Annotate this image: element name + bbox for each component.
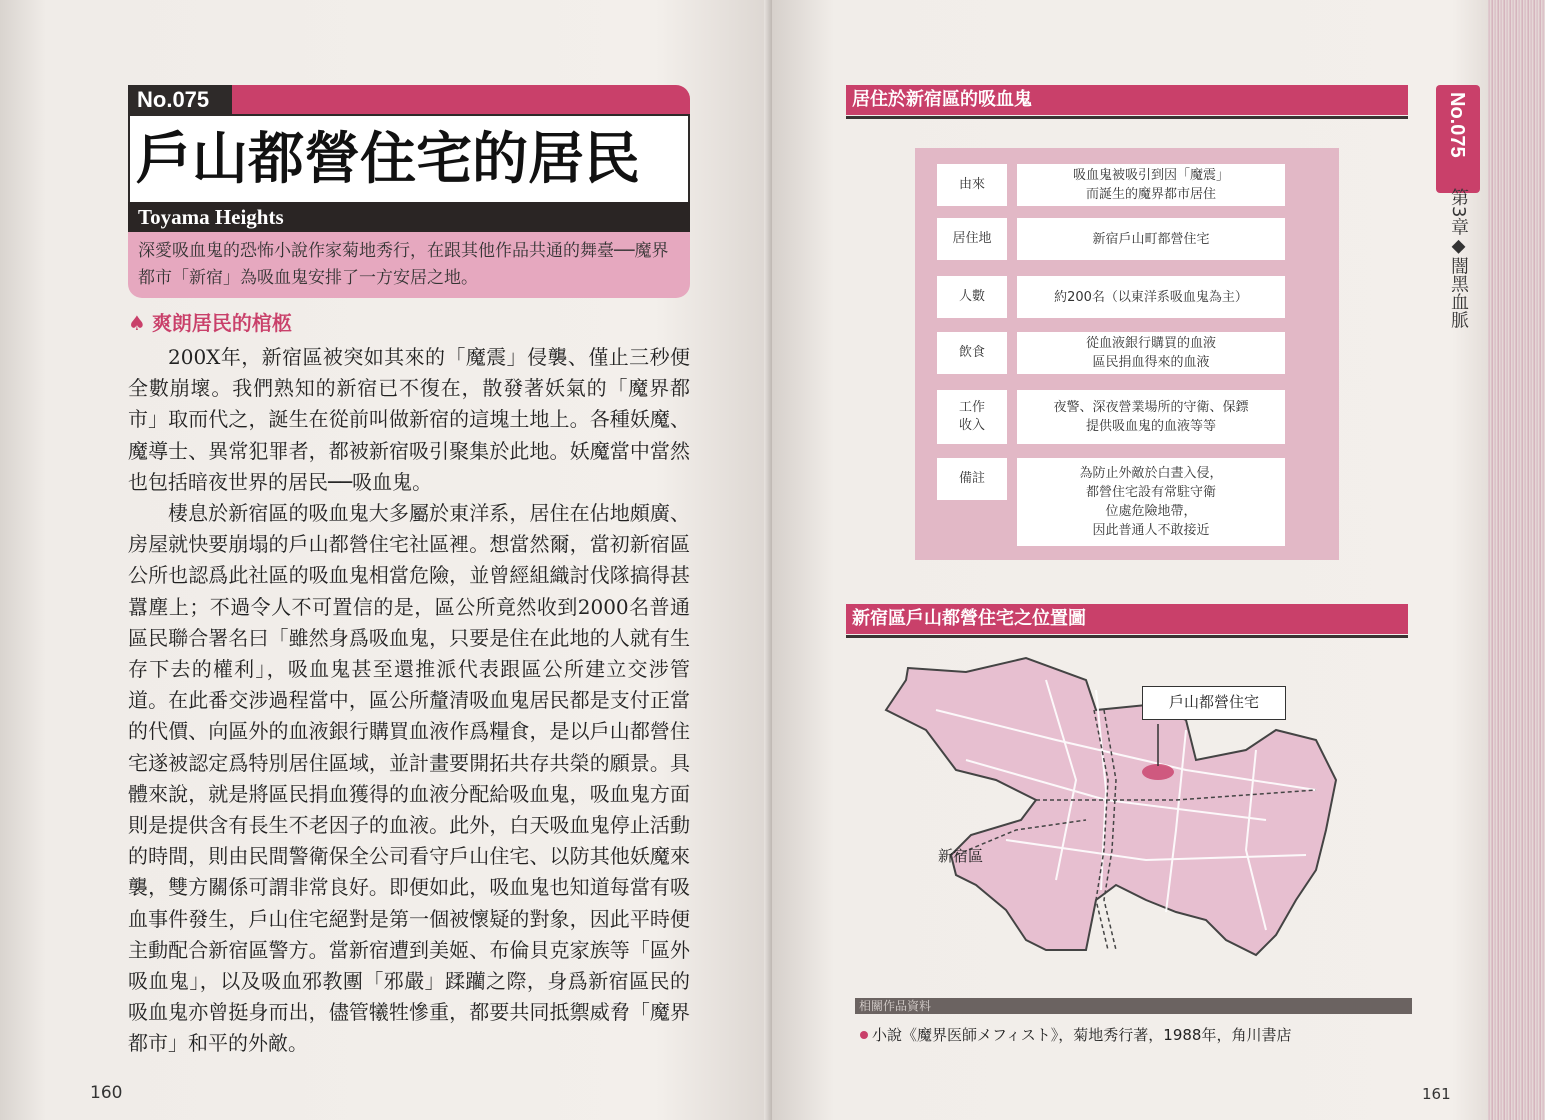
info-value: 從血液銀行購買的血液 區民捐血得來的血液 [1017, 332, 1285, 374]
info-row [937, 458, 1285, 546]
bullet-icon [860, 1031, 868, 1039]
source-text: 小說《魔界医師メフィスト》，菊地秀行著，1988年，角川書店 [872, 1026, 1292, 1044]
map-callout-label: 戶山都營住宅 [1142, 686, 1286, 720]
info-label: 居住地 [937, 218, 1007, 260]
info-row [937, 164, 1285, 206]
subtitle-bar [128, 202, 690, 232]
page-title: 戶山都營住宅的居民 [136, 127, 640, 192]
body-paragraph: 200X年，新宿區被突如其來的「魔震」侵襲、僅止三秒便全數崩壞。我們熟知的新宿已不復在，散發著妖氣的「魔界都市」取而代之，誕生在從前叫做新宿的這塊土地上。各種妖魔、魔導士、異常犯罪者，都被新宿吸引聚集於此地。妖魔當中當然也包括暗夜世界的居民──吸血鬼。 [128, 345, 690, 494]
section-heading [128, 308, 292, 338]
body-text [128, 342, 690, 1060]
info-value: 新宿戶山町都營住宅 [1017, 218, 1285, 260]
info-row [937, 276, 1285, 318]
info-value: 夜警、深夜營業場所的守衛、保鏢 提供吸血鬼的血液等等 [1017, 390, 1285, 444]
left-page [0, 0, 772, 1120]
page-number-left: 160 [90, 1083, 123, 1103]
entry-header-bar [232, 85, 690, 114]
side-tab-number: No.075 [1446, 92, 1468, 158]
source-heading: 相關作品資料 [859, 999, 932, 1013]
info-row [937, 390, 1285, 444]
body-paragraph: 棲息於新宿區的吸血鬼大多屬於東洋系，居住在佔地頗廣、房屋就快要崩塌的戶山都營住宅社區裡。想當然爾，當初新宿區公所也認爲此社區的吸血鬼相當危險，並曾經組織討伐隊搞得甚囂塵上；不過令人不可置信的是，區公所竟然收到2000名普通區民聯合署名曰「雖然身爲吸血鬼，只要是住在此地的人就有生存下去的權利」，吸血鬼甚至還推派代表跟區公所建立交涉管道。在此番交涉過程當中，區公所釐清吸血鬼居民都是支付正當的代價、向區外的血液銀行購買血液作爲糧食，是以戶山都營住宅遂被認定爲特別居住區域，並計畫要開拓共存共榮的願景。具體來說，就是將區民捐血獲得的血液分配給吸血鬼，吸血鬼方面則是提供含有長生不老因子的血液。此外，白天吸血鬼停止活動的時間，則由民間警衛保全公司看守戶山住宅、以防其他妖魔來襲，雙方關係可謂非常良好。即便如此，吸血鬼也知道每當有吸血事件發生，戶山住宅絕對是第一個被懷疑的對象，因此平時便主動配合新宿區警方。當新宿遭到美姬、布倫貝克家族等「區外吸血鬼」，以及吸血邪教團「邪嚴」蹂躪之際，身爲新宿區民的吸血鬼亦曾挺身而出，儘管犧牲慘重，都要共同抵禦威脅「魔界都市」和平的外敵。 [128, 501, 690, 1056]
entry-number: No.075 [128, 85, 232, 114]
source-bar [855, 998, 1412, 1014]
location-marker [1142, 764, 1174, 780]
map-heading: 新宿區戶山都營住宅之位置圖 [846, 604, 1408, 634]
page-number-right: 161 [1422, 1085, 1451, 1103]
info-value: 約200名（以東洋系吸血鬼為主） [1017, 276, 1285, 318]
info-label: 工作 收入 [937, 390, 1007, 444]
source-entry [860, 1024, 1291, 1045]
book-fore-edge [1488, 0, 1545, 1120]
info-label: 飲食 [937, 332, 1007, 374]
spade-icon: ♠ [128, 311, 146, 335]
info-heading: 居住於新宿區的吸血鬼 [846, 85, 1408, 115]
info-label: 人數 [937, 276, 1007, 318]
english-subtitle: Toyama Heights [138, 205, 284, 229]
info-value: 為防止外敵於白晝入侵， 都營住宅設有常駐守衛 位處危險地帶， 因此普通人不敢接近 [1017, 458, 1285, 546]
info-value: 吸血鬼被吸引到因「魔震」 而誕生的魔界都市居住 [1017, 164, 1285, 206]
info-panel [915, 148, 1339, 560]
side-chapter-label: 第3章◆闇黑血脈 [1448, 188, 1469, 329]
map-ward-label: 新宿區 [938, 847, 984, 865]
info-row [937, 218, 1285, 260]
info-row [937, 332, 1285, 374]
lead-text: 深愛吸血鬼的恐怖小說作家菊地秀行，在跟其他作品共通的舞臺──魔界都市「新宿」為吸血鬼安排了一方安居之地。 [138, 241, 669, 288]
info-label: 備註 [937, 458, 1007, 500]
title-box [128, 114, 690, 202]
lead-box [128, 232, 690, 298]
section-title: 爽朗居民的棺柩 [151, 311, 292, 335]
info-label: 由來 [937, 164, 1007, 206]
shinjuku-map [846, 650, 1408, 980]
